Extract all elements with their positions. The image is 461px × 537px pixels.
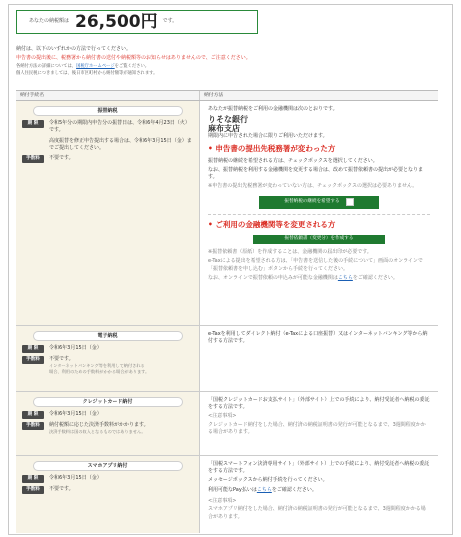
app-fee [22,486,193,494]
intro-line-3-pre: 各納付方法の詳細については、 [16,63,77,69]
app-left-cell [16,456,200,533]
available-pay-link[interactable]: こちら [256,487,272,494]
credit-fee-note: 決済手数料は国の収入となるものではありません。 [49,429,146,435]
credit-fee-block [49,422,149,435]
nta-homepage-link[interactable]: 国税庁ホームページ [76,63,115,69]
app-deadline [22,475,193,483]
credit-left-cell [16,392,200,455]
credit-note-heading: <注意事項> [208,413,237,419]
tax-amount-box [16,10,258,34]
branch-name: 麻布支店 [208,123,240,133]
bank-deadline [22,120,193,135]
deadline-badge: 期 限 [22,411,44,419]
app-pay-pre: 利用可能なPay払いは [208,487,257,494]
divider [208,214,430,215]
etax-deadline-text: 令和6年3月15日（金） [49,345,102,351]
bank-fee [22,155,193,163]
tax-amount-label: あなたの納税額は [29,18,70,25]
app-deadline-text: 令和6年3月15日（金） [49,475,102,481]
tax-amount-value: 26,500円 [75,11,158,32]
fee-badge: 手数料 [22,356,44,364]
fee-badge: 手数料 [22,486,44,494]
credit-note-text: クレジットカード納付をした場合、納付済の納税証明書の発行が可能となるまで、3週間程度かかる場合があります。 [208,421,426,435]
app-message-box-text: メッセージボックスから納付手続を行ってください。 [208,477,328,483]
etax-deadline [22,345,193,353]
app-fee-text: 不要です。 [49,486,74,492]
online-banks-link[interactable]: こちら [337,275,353,281]
table-header [16,90,438,101]
table-row-etax [16,326,438,392]
credit-deadline [22,411,193,419]
etax-description: e-Taxを利用してダイレクト納付（e-Taxによる口座振替）又はインターネットバンキング等から納付する方法です。 [208,331,428,345]
app-note-text: スマホアプリ納付をした場合、納付済の納税証明書の発行が可能となるまで、3週間程度かかる場合があります。 [208,506,426,520]
tax-amount-suffix: です。 [162,18,178,25]
app-description: 「国税スマートフォン決済専用サイト」（外部サイト）上での手続により、納付受託者へ納税の委託をする方法です。 [208,461,430,475]
change-bank-note-4 [208,275,430,282]
deadline-badge: 期 限 [22,120,44,128]
continue-transfer-checkbox[interactable] [346,198,354,206]
credit-title: クレジットカード納付 [33,397,183,407]
app-pay-line [208,487,430,494]
intro-text [16,46,436,79]
section-office-changed-p2: なお、振替納税を利用する金融機関を変更する場合は、改めて振替依頼書の提出が必要となります。 [208,166,424,180]
bank-fee-text: 不要です。 [49,155,74,161]
etax-fee-text: 不要です。 [49,356,74,362]
intro-line-1: 納付は、以下のいずれかの方法で行ってください。 [16,46,132,52]
table-row-credit-card [16,392,438,456]
change-bank-note-2: e-Taxによる提出を希望される方は、「申告書を送信した後の手続について」画面のオンラインで [208,257,423,264]
table-row-smartphone-app [16,456,438,533]
table-row-bank-transfer [16,101,438,326]
bank-title: 振替納税 [33,106,183,116]
credit-fee-text: 納付税額に応じた決済手数料がかかります。 [49,422,149,428]
create-transfer-request-button[interactable]: 振替依頼書（変更分）を作成する [253,235,385,244]
etax-fee-note-2: 場合、利用のための手数料がかかる場合があります。 [49,369,150,375]
etax-fee-block [49,356,149,375]
etax-title: 電子納税 [33,331,183,341]
app-title: スマホアプリ納付 [33,461,183,471]
credit-deadline-text: 令和6年3月15日（金） [49,411,102,417]
app-note-heading: <注意事項> [208,497,237,504]
app-pay-post: をご確認ください。 [271,487,317,494]
bank-right-line-2: 期限内に申告された場合に限りご利用いただけます。 [208,132,328,139]
bank-deadline-text: 令和5年分の期限内申告分の振替日は、令和6年4月23日（火）です。 [49,120,190,134]
intro-warning: 申告書の提出後に、税務署から納付書の送付や納税額等のお知らせはありませんので、ご注意ください。 [16,54,251,61]
etax-fee [22,356,193,375]
deadline-badge: 期 限 [22,475,44,483]
intro-line-3 [16,64,436,70]
header-col-method: 納付方法 [204,93,224,98]
change-bank-note-3: 「振替依頼書を申し込む」ボタンから手続を行ってください。 [208,266,349,273]
fee-badge: 手数料 [22,155,44,163]
app-right-cell [200,456,438,533]
continue-transfer-checkbox-button[interactable] [259,196,379,209]
bank-left-cell [16,101,200,325]
intro-line-4: 個人住民税につきましては、後日市区町村から納付額等が通知されます。 [16,71,158,77]
deadline-badge: 期 限 [22,345,44,353]
change-bank-note-4-post: をご確認ください。 [352,275,398,281]
bank-right-cell [200,101,438,325]
credit-description: 「国税クレジットカードお支払サイト」（外部サイト）上での手続により、納付受託者へ納税の委託をする方法です。 [208,397,430,411]
section-office-changed-p1: 振替納税の継続を希望される方は、チェックボックスを選択してください。 [208,157,378,164]
change-bank-note-1: ※振替依頼書（原紙）を作成することは、金融機関の届出印が必要です。 [208,248,372,255]
section-change-bank-title: • ご利用の金融機関等を変更される方 [208,219,336,229]
bank-right-line-1: あなたが振替納税をご利用の金融機関は次のとおりです。 [208,106,338,112]
continue-transfer-label: 振替納税の継続を希望する [284,199,340,205]
credit-fee [22,422,193,435]
fee-badge: 手数料 [22,422,44,430]
etax-right-cell [200,326,438,391]
bank-deadline-note-row [22,138,193,153]
intro-line-3-post: をご覧ください。 [114,63,150,69]
etax-left-cell [16,326,200,391]
credit-right-cell [200,392,438,455]
etax-fee-note-1: インターネットバンキング等を利用して納付される [49,363,145,369]
bank-name: りそな銀行 [208,114,248,124]
header-col-method-name: 納付手続名 [16,91,200,100]
bank-deadline-note: 高度振替を修正申告提出する場合は、令和6年3月15日（金）までご提出してください。 [49,137,192,151]
section-office-changed-note: ※申告書の提出先税務署が変わっていない方は、チェックボックスの選択は必要ありません。 [208,182,418,189]
section-office-changed-title: • 申告書の提出先税務署が変わった方 [208,144,336,153]
change-bank-note-4-pre: なお、オンラインで振替依頼の申込みが可能な金融機関は [208,275,338,281]
